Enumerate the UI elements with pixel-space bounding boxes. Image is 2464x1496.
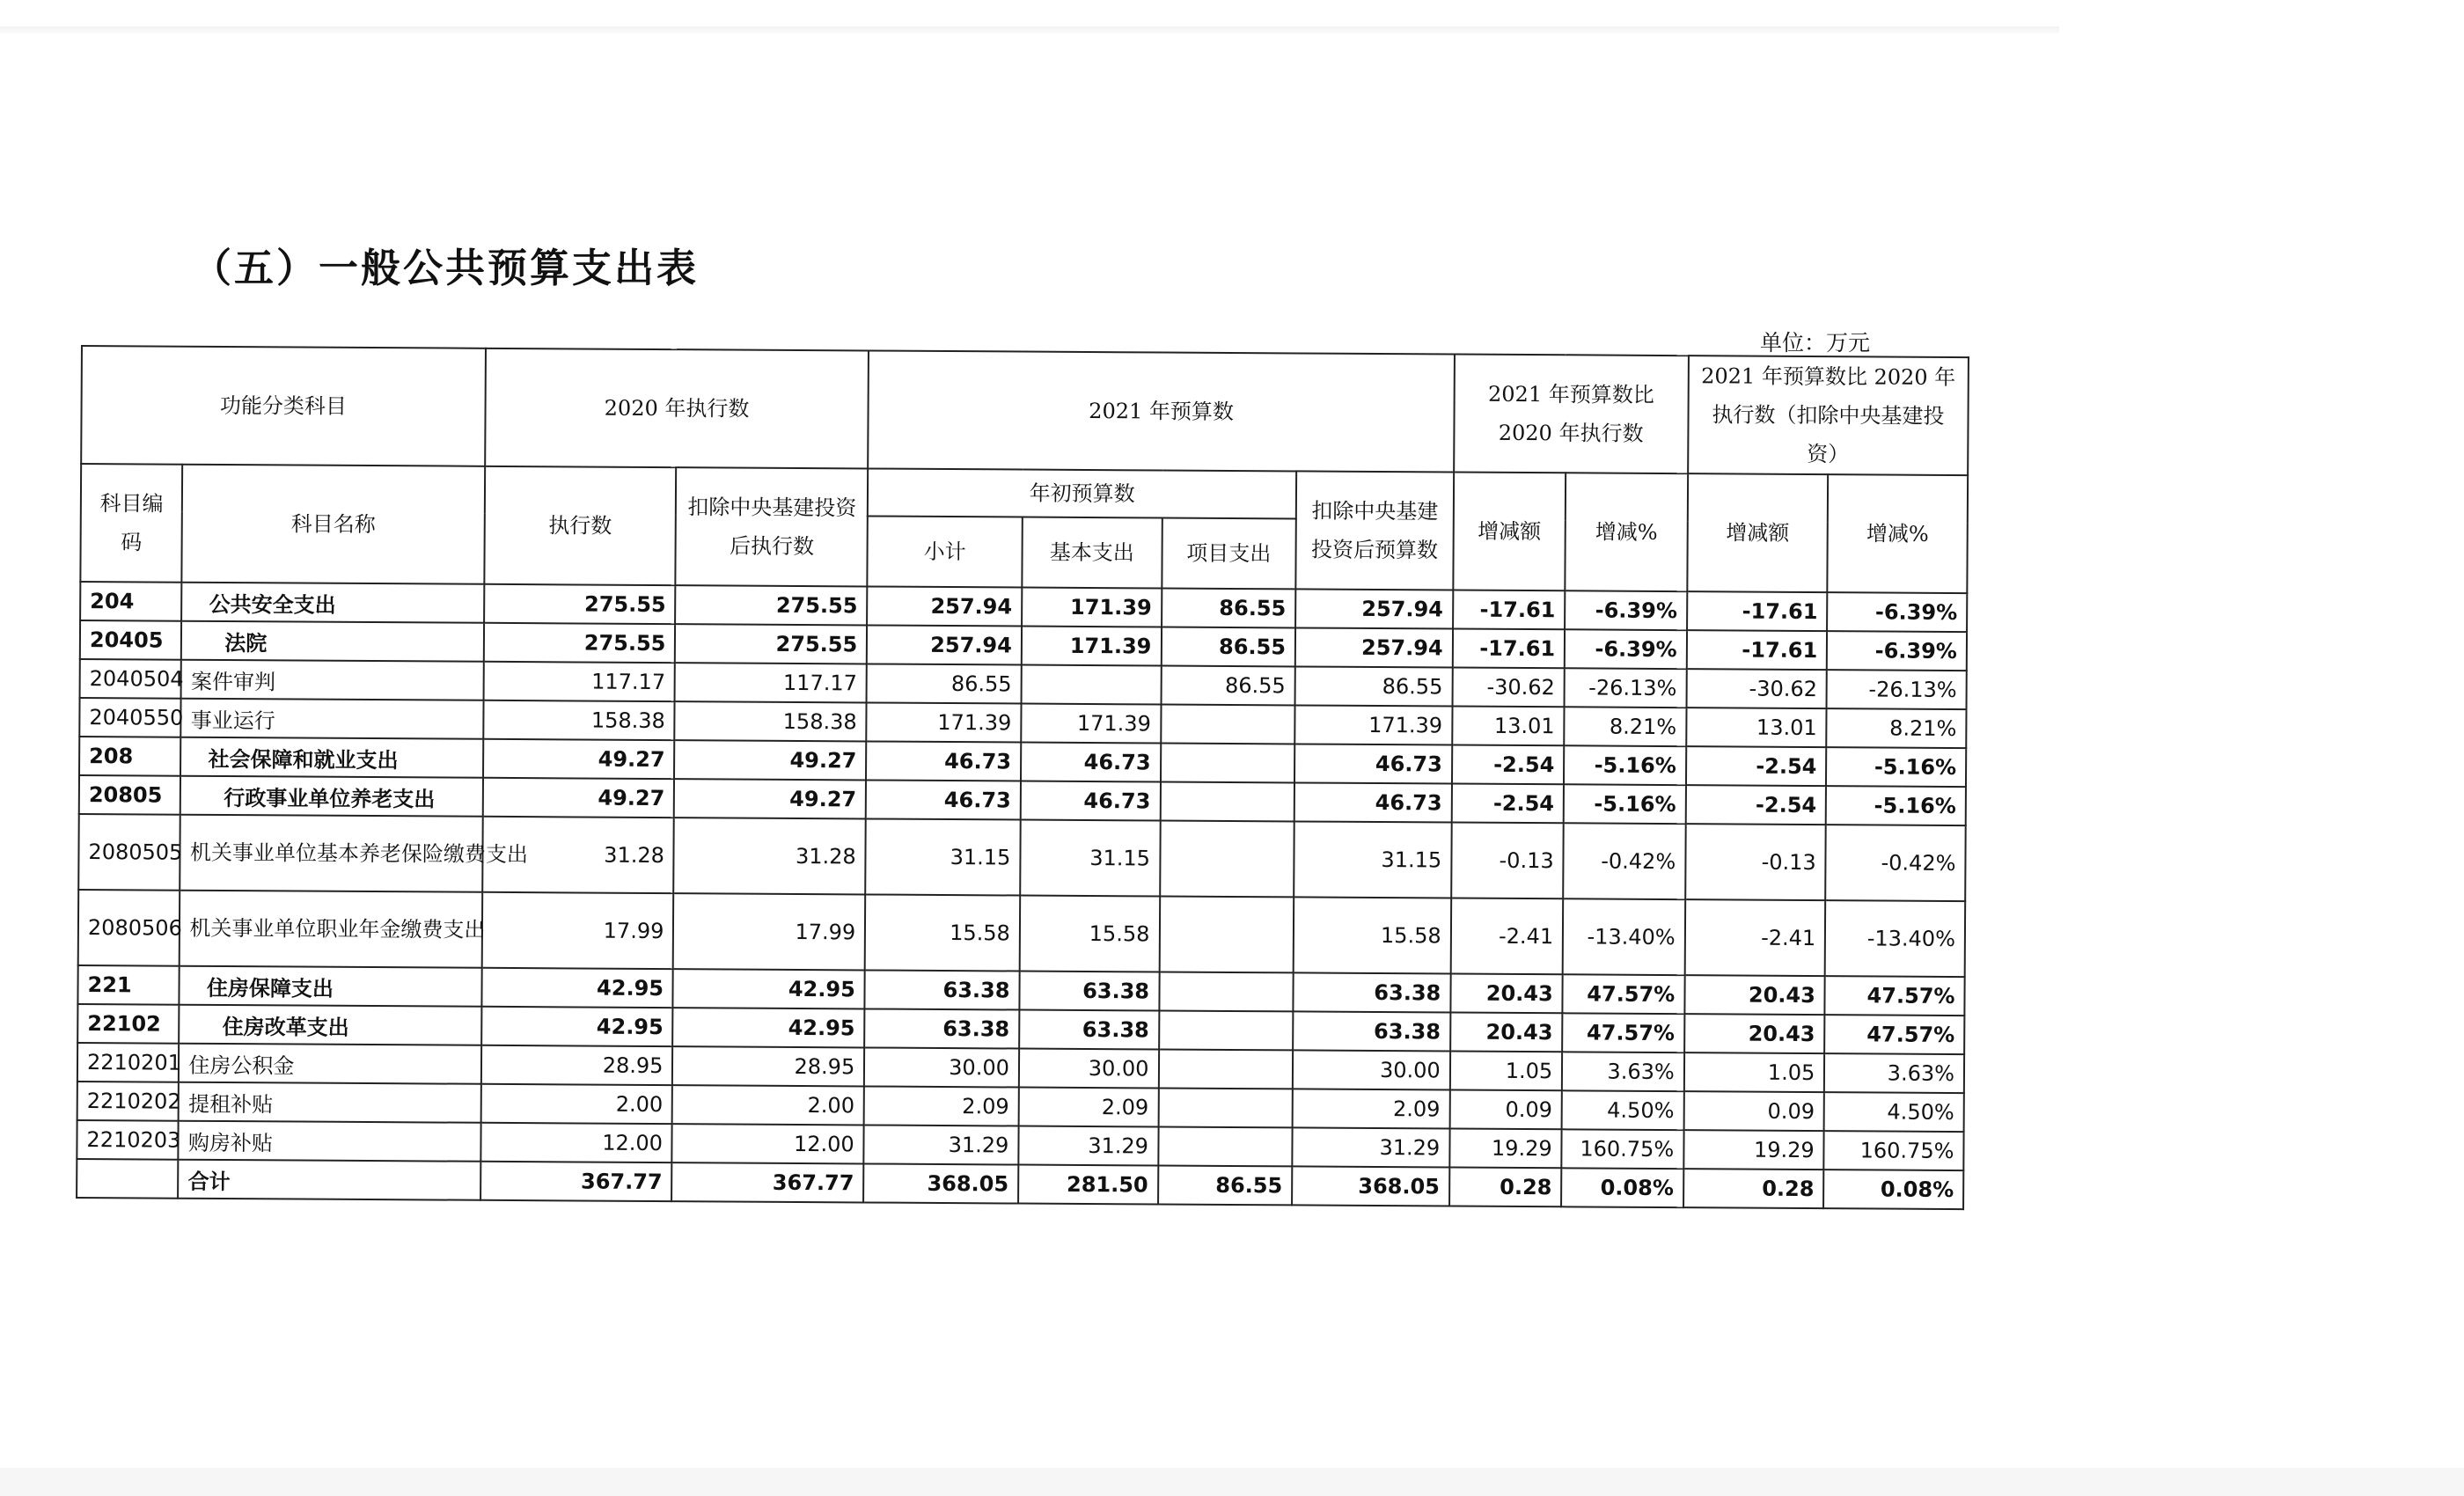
- cell-exec: 275.55: [483, 623, 675, 663]
- cell-inc-pct-a: -13.40%: [1563, 898, 1685, 975]
- cell-basic: 30.00: [1019, 1049, 1159, 1089]
- cell-project: 86.55: [1161, 666, 1295, 706]
- cell-inc-pct-b: -26.13%: [1827, 670, 1967, 709]
- header-inc-pct-b: 增减%: [1828, 474, 1969, 593]
- cell-exec: 17.99: [481, 892, 673, 969]
- cell-basic: 15.58: [1020, 896, 1160, 972]
- cell-exec-ex: 42.95: [673, 969, 865, 1008]
- cell-subtotal: 31.15: [865, 818, 1020, 895]
- cell-inc-pct-a: 3.63%: [1562, 1052, 1684, 1091]
- cell-basic: [1021, 665, 1161, 705]
- cell-inc-pct-a: -6.39%: [1565, 629, 1687, 669]
- cell-inc-pct-b: 47.57%: [1824, 1015, 1964, 1054]
- cell-exec-ex: 12.00: [672, 1124, 864, 1163]
- cell-inc-amt-b: -17.61: [1687, 591, 1828, 631]
- cell-inc-pct-b: 47.57%: [1825, 976, 1965, 1016]
- cell-project: [1160, 782, 1294, 822]
- cell-exec-ex: 275.55: [675, 624, 867, 664]
- cell-budget-ex: 86.55: [1295, 666, 1453, 706]
- cell-project: [1159, 896, 1294, 972]
- row-code: 2210203: [77, 1120, 179, 1160]
- cell-subtotal: 46.73: [866, 741, 1021, 781]
- cell-basic: 171.39: [1022, 627, 1162, 666]
- cell-budget-ex: 257.94: [1295, 589, 1453, 628]
- cell-budget-ex: 63.38: [1293, 1011, 1450, 1051]
- cell-inc-amt-b: -30.62: [1686, 669, 1827, 708]
- cell-inc-amt-a: 13.01: [1452, 707, 1565, 746]
- cell-budget-ex: 171.39: [1294, 705, 1452, 744]
- cell-inc-amt-a: 1.05: [1450, 1052, 1563, 1091]
- header-name: 科目名称: [182, 465, 485, 584]
- cell-basic: 46.73: [1021, 781, 1161, 821]
- row-code: 22102: [77, 1004, 180, 1044]
- row-name: 机关事业单位基本养老保险缴费支出: [180, 815, 483, 892]
- cell-basic: 171.39: [1022, 588, 1162, 627]
- cell-exec: 49.27: [482, 778, 674, 818]
- cell-budget-ex: 31.29: [1292, 1127, 1449, 1167]
- cell-project: [1159, 972, 1294, 1011]
- row-code: 2210202: [77, 1082, 180, 1121]
- cell-subtotal: 257.94: [867, 625, 1022, 664]
- cell-exec-ex: 275.55: [676, 585, 868, 625]
- row-name: 机关事业单位职业年金缴费支出: [180, 891, 482, 968]
- cell-inc-pct-b: -0.42%: [1825, 825, 1965, 901]
- cell-inc-amt-a: -2.54: [1452, 745, 1565, 785]
- header-exec-2020: 2020 年执行数: [485, 348, 869, 469]
- cell-exec: 42.95: [481, 968, 673, 1008]
- cell-subtotal: 257.94: [867, 586, 1022, 626]
- header-exec-ex: 扣除中央基建投资后执行数: [676, 467, 869, 586]
- cell-project: [1160, 821, 1294, 898]
- header-budget-2021: 2021 年预算数: [868, 350, 1454, 472]
- unit-label: 单位：万元: [1760, 330, 1871, 356]
- cell-inc-pct-a: 4.50%: [1562, 1090, 1684, 1130]
- cell-project: [1158, 1088, 1293, 1127]
- cell-project: 86.55: [1162, 589, 1296, 628]
- cell-inc-amt-b: 13.01: [1686, 708, 1827, 747]
- table-row: [78, 814, 1965, 901]
- cell-inc-amt-b: 0.09: [1683, 1091, 1824, 1131]
- row-name: 案件审判: [181, 660, 484, 700]
- cell-subtotal: 31.29: [864, 1125, 1019, 1164]
- total-inc-pct-a: 0.08%: [1561, 1168, 1683, 1207]
- cell-project: [1160, 744, 1294, 783]
- header-project: 项目支出: [1162, 518, 1296, 590]
- cell-budget-ex: 15.58: [1294, 897, 1451, 973]
- cell-inc-amt-a: -17.61: [1453, 629, 1566, 669]
- cell-project: [1161, 705, 1295, 744]
- total-budget-ex: 368.05: [1292, 1166, 1449, 1206]
- row-code: 2080506: [78, 890, 180, 966]
- row-code: 2080505: [78, 814, 180, 891]
- cell-inc-pct-b: 160.75%: [1824, 1131, 1964, 1170]
- row-name: 事业运行: [181, 699, 484, 739]
- cell-budget-ex: 46.73: [1294, 782, 1452, 822]
- cell-exec: 49.27: [483, 739, 675, 779]
- cell-inc-amt-a: -2.41: [1450, 898, 1563, 975]
- cell-inc-amt-a: 19.29: [1449, 1129, 1562, 1169]
- cell-inc-pct-a: 8.21%: [1564, 707, 1686, 746]
- row-name: 购房补贴: [179, 1121, 481, 1162]
- cell-inc-amt-a: -0.13: [1451, 823, 1564, 899]
- header-func-class: 功能分类科目: [81, 346, 485, 466]
- cell-inc-pct-a: -5.16%: [1564, 745, 1686, 785]
- cell-subtotal: 15.58: [865, 894, 1020, 971]
- cell-project: [1159, 1010, 1294, 1050]
- cell-inc-amt-b: -2.54: [1685, 785, 1826, 825]
- cell-budget-ex: 31.15: [1294, 821, 1451, 898]
- cell-basic: 171.39: [1021, 704, 1161, 744]
- cell-exec-ex: 158.38: [675, 701, 867, 741]
- cell-inc-pct-b: -5.16%: [1826, 747, 1966, 787]
- scan-edge-bottom: [0, 1468, 2464, 1496]
- cell-exec: 2.00: [480, 1084, 672, 1124]
- cell-subtotal: 46.73: [866, 780, 1021, 819]
- cell-inc-pct-b: -13.40%: [1825, 900, 1965, 977]
- cell-exec: 275.55: [484, 584, 676, 624]
- cell-exec: 117.17: [483, 662, 675, 701]
- cell-inc-amt-b: -0.13: [1685, 824, 1826, 900]
- cell-inc-pct-a: -26.13%: [1565, 668, 1687, 708]
- cell-exec-ex: 28.95: [672, 1046, 864, 1086]
- cell-inc-amt-a: -30.62: [1452, 668, 1565, 708]
- cell-basic: 46.73: [1021, 743, 1161, 782]
- header-initial-budget: 年初预算数: [868, 468, 1296, 518]
- cell-subtotal: 86.55: [867, 664, 1022, 703]
- cell-inc-amt-b: -2.54: [1686, 746, 1827, 786]
- row-name: 住房公积金: [179, 1044, 481, 1084]
- total-basic: 281.50: [1018, 1165, 1158, 1205]
- cell-inc-amt-b: -2.41: [1684, 899, 1825, 976]
- cell-project: [1158, 1049, 1293, 1089]
- header-inc-amt-a: 增减额: [1453, 473, 1566, 591]
- cell-subtotal: 171.39: [867, 702, 1022, 742]
- header-exec: 执行数: [484, 466, 677, 585]
- cell-subtotal: 30.00: [864, 1047, 1019, 1087]
- cell-exec-ex: 17.99: [673, 893, 865, 970]
- cell-exec-ex: 117.17: [675, 663, 867, 702]
- cell-subtotal: 63.38: [864, 1008, 1019, 1048]
- total-code: [77, 1159, 179, 1199]
- row-name: 住房改革支出: [180, 1005, 482, 1045]
- cell-budget-ex: 30.00: [1293, 1050, 1450, 1089]
- cell-inc-pct-a: 47.57%: [1563, 974, 1685, 1014]
- header-inc-pct-a: 增减%: [1566, 473, 1688, 591]
- cell-exec: 12.00: [480, 1123, 672, 1162]
- row-code: 2040504: [80, 659, 182, 699]
- cell-inc-pct-b: 4.50%: [1824, 1092, 1964, 1132]
- header-code: 科目编码: [80, 464, 182, 583]
- cell-budget-ex: 46.73: [1294, 744, 1452, 783]
- header-inc-amt-b: 增减额: [1687, 473, 1828, 592]
- cell-basic: 31.29: [1018, 1126, 1158, 1166]
- header-compare-b: 2021 年预算数比 2020 年执行数（扣除中央基建投资）: [1688, 356, 1969, 475]
- total-exec-ex: 367.77: [672, 1162, 864, 1202]
- row-name: 公共安全支出: [182, 583, 485, 623]
- cell-inc-amt-a: -17.61: [1453, 590, 1566, 630]
- row-name: 提租补贴: [179, 1082, 481, 1123]
- cell-inc-pct-b: -6.39%: [1827, 631, 1967, 671]
- cell-inc-amt-a: -2.54: [1451, 784, 1564, 824]
- total-exec: 367.77: [480, 1162, 672, 1201]
- row-name: 行政事业单位养老支出: [180, 776, 483, 817]
- cell-budget-ex: 2.09: [1293, 1089, 1450, 1128]
- cell-exec-ex: 49.27: [674, 740, 866, 780]
- cell-inc-pct-a: 160.75%: [1562, 1129, 1684, 1169]
- cell-inc-amt-b: -17.61: [1687, 630, 1828, 670]
- total-inc-pct-b: 0.08%: [1823, 1170, 1963, 1209]
- cell-inc-amt-a: 0.09: [1449, 1090, 1562, 1130]
- header-budget-ex: 扣除中央基建投资后预算数: [1295, 471, 1454, 590]
- cell-inc-pct-a: 47.57%: [1562, 1013, 1684, 1052]
- total-label: 合计: [179, 1160, 481, 1200]
- cell-inc-pct-a: -0.42%: [1563, 823, 1685, 899]
- cell-exec-ex: 42.95: [673, 1008, 865, 1047]
- cell-budget-ex: 63.38: [1293, 972, 1450, 1012]
- cell-exec: 42.95: [481, 1007, 673, 1046]
- row-name: 法院: [181, 621, 484, 662]
- row-code: 20405: [80, 620, 182, 660]
- row-code: 204: [80, 582, 182, 621]
- header-basic: 基本支出: [1022, 517, 1162, 589]
- total-project: 86.55: [1158, 1165, 1293, 1205]
- budget-table: [76, 345, 1969, 1210]
- cell-inc-amt-b: 1.05: [1684, 1052, 1825, 1092]
- cell-inc-pct-b: 8.21%: [1827, 708, 1967, 748]
- row-code: 2040550: [79, 698, 181, 737]
- row-name: 住房保障支出: [180, 966, 482, 1007]
- row-code: 208: [79, 737, 181, 776]
- cell-exec-ex: 31.28: [674, 818, 866, 894]
- cell-inc-pct-b: 3.63%: [1824, 1053, 1964, 1093]
- row-code: 221: [77, 965, 180, 1005]
- cell-inc-pct-a: -6.39%: [1565, 590, 1687, 630]
- page-title: （五）一般公共预算支出表: [192, 245, 700, 291]
- cell-subtotal: 2.09: [864, 1086, 1019, 1126]
- total-inc-amt-a: 0.28: [1449, 1168, 1562, 1207]
- row-code: 20805: [79, 775, 181, 815]
- cell-exec: 158.38: [483, 700, 675, 740]
- cell-inc-amt-b: 20.43: [1684, 975, 1825, 1015]
- cell-inc-pct-b: -5.16%: [1826, 786, 1966, 825]
- total-subtotal: 368.05: [863, 1163, 1018, 1203]
- cell-inc-amt-a: 20.43: [1450, 1013, 1563, 1052]
- cell-basic: 63.38: [1019, 972, 1159, 1011]
- cell-exec: 28.95: [481, 1045, 673, 1085]
- cell-inc-amt-a: 20.43: [1450, 974, 1563, 1014]
- header-subtotal: 小计: [868, 516, 1023, 587]
- cell-project: [1158, 1126, 1293, 1166]
- table-row: [78, 890, 1965, 977]
- total-inc-amt-b: 0.28: [1683, 1169, 1824, 1208]
- cell-inc-amt-b: 19.29: [1683, 1130, 1824, 1170]
- header-compare-a: 2021 年预算数比 2020 年执行数: [1454, 355, 1689, 474]
- cell-basic: 31.15: [1020, 820, 1160, 897]
- cell-inc-pct-b: -6.39%: [1827, 592, 1967, 632]
- cell-exec-ex: 49.27: [674, 779, 866, 818]
- row-code: 2210201: [77, 1043, 180, 1082]
- row-name: 社会保障和就业支出: [180, 737, 483, 778]
- cell-inc-amt-b: 20.43: [1684, 1014, 1825, 1053]
- cell-basic: 2.09: [1019, 1088, 1159, 1127]
- cell-project: 86.55: [1161, 627, 1295, 667]
- scan-margin-right: [2059, 0, 2464, 1496]
- cell-budget-ex: 257.94: [1295, 627, 1453, 667]
- cell-basic: 63.38: [1019, 1010, 1159, 1050]
- cell-inc-pct-a: -5.16%: [1564, 784, 1686, 824]
- cell-exec: 31.28: [482, 817, 674, 893]
- cell-exec-ex: 2.00: [672, 1085, 864, 1125]
- cell-subtotal: 63.38: [865, 970, 1020, 1009]
